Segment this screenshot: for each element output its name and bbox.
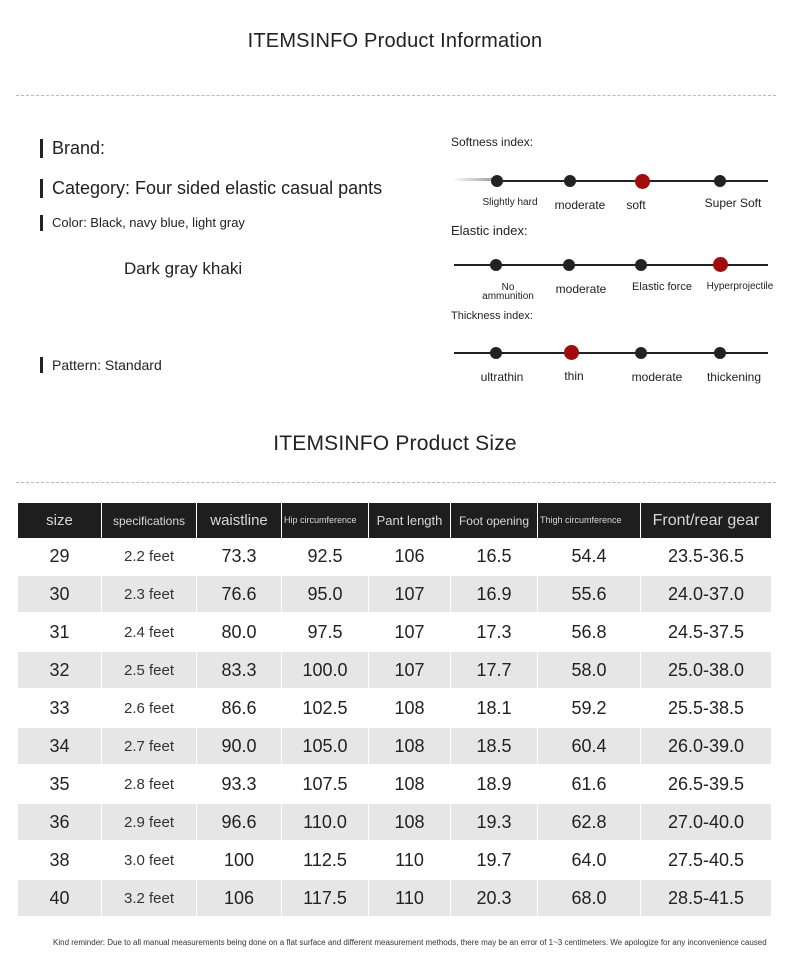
softness-point-moderate	[564, 175, 576, 187]
softness-scale-fade	[452, 178, 496, 181]
thickness-label-thin: thin	[564, 369, 584, 383]
cell-thigh: 64.0	[538, 842, 641, 880]
table-row	[18, 842, 771, 880]
header-size: size	[18, 503, 102, 538]
cell-pant-length: 106	[369, 538, 451, 576]
elastic-label-elastic-force: Elastic force	[632, 281, 692, 293]
cell-size: 40	[18, 880, 102, 918]
cell-size: 34	[18, 728, 102, 766]
softness-label-moderate: moderate	[554, 198, 606, 212]
softness-scale-line	[496, 180, 768, 182]
cell-hip: 112.5	[282, 842, 369, 880]
cell-size: 30	[18, 576, 102, 614]
softness-index-label: Softness index:	[451, 135, 534, 149]
cell-waistline: 83.3	[197, 652, 282, 690]
cell-front-rear-gear: 25.5-38.5	[641, 690, 771, 728]
thickness-point-ultrathin	[490, 347, 502, 359]
cell-foot-opening: 17.7	[451, 652, 538, 690]
cell-foot-opening: 18.1	[451, 690, 538, 728]
table-row	[18, 880, 771, 918]
table-row	[18, 728, 771, 766]
thickness-label-thickening: thickening	[706, 370, 762, 384]
header-specifications: specifications	[102, 503, 197, 538]
cell-hip: 100.0	[282, 652, 369, 690]
header-foot-opening: Foot opening	[451, 503, 538, 538]
cell-waistline: 73.3	[197, 538, 282, 576]
cell-pant-length: 107	[369, 652, 451, 690]
cell-hip: 107.5	[282, 766, 369, 804]
softness-point-soft-selected	[635, 174, 650, 189]
softness-point-super-soft	[714, 175, 726, 187]
elastic-label-hyperprojectile: Hyperprojectile	[706, 281, 774, 292]
brand-label: Brand:	[40, 139, 105, 158]
table-row	[18, 690, 771, 728]
cell-pant-length: 108	[369, 690, 451, 728]
elastic-point-elastic-force	[635, 259, 647, 271]
category-label: Category: Four sided elastic casual pants	[40, 179, 382, 198]
cell-front-rear-gear: 26.5-39.5	[641, 766, 771, 804]
color-label: Color: Black, navy blue, light gray	[40, 215, 245, 231]
header-thigh-circumference: Thigh circumference	[538, 503, 641, 538]
cell-waistline: 90.0	[197, 728, 282, 766]
cell-hip: 105.0	[282, 728, 369, 766]
cell-pant-length: 110	[369, 842, 451, 880]
cell-thigh: 62.8	[538, 804, 641, 842]
cell-specifications: 2.8 feet	[102, 766, 197, 804]
softness-label-soft: soft	[626, 198, 646, 212]
table-row	[18, 804, 771, 842]
cell-waistline: 96.6	[197, 804, 282, 842]
cell-specifications: 2.3 feet	[102, 576, 197, 614]
cell-hip: 95.0	[282, 576, 369, 614]
elastic-point-moderate	[563, 259, 575, 271]
header-pant-length: Pant length	[369, 503, 451, 538]
cell-foot-opening: 16.9	[451, 576, 538, 614]
cell-front-rear-gear: 26.0-39.0	[641, 728, 771, 766]
cell-size: 32	[18, 652, 102, 690]
thickness-label-ultrathin: ultrathin	[480, 370, 524, 384]
elastic-point-no-ammunition	[490, 259, 502, 271]
cell-pant-length: 108	[369, 728, 451, 766]
softness-label-slightly-hard: Slightly hard	[482, 197, 538, 208]
table-row	[18, 766, 771, 804]
thickness-index-label: Thickness index:	[451, 310, 533, 322]
cell-hip: 110.0	[282, 804, 369, 842]
divider-size	[16, 482, 776, 483]
cell-foot-opening: 20.3	[451, 880, 538, 918]
cell-pant-length: 108	[369, 804, 451, 842]
cell-specifications: 2.4 feet	[102, 614, 197, 652]
thickness-point-thin-selected	[564, 345, 579, 360]
cell-hip: 97.5	[282, 614, 369, 652]
table-row	[18, 614, 771, 652]
cell-size: 36	[18, 804, 102, 842]
cell-thigh: 56.8	[538, 614, 641, 652]
table-row	[18, 576, 771, 614]
cell-waistline: 100	[197, 842, 282, 880]
header-front-rear-gear: Front/rear gear	[641, 503, 771, 538]
elastic-index-label: Elastic index:	[451, 223, 528, 238]
info-title: ITEMSINFO Product Information	[247, 30, 543, 52]
cell-pant-length: 110	[369, 880, 451, 918]
softness-label-super-soft: Super Soft	[704, 196, 762, 210]
cell-waistline: 76.6	[197, 576, 282, 614]
cell-front-rear-gear: 27.0-40.0	[641, 804, 771, 842]
cell-front-rear-gear: 27.5-40.5	[641, 842, 771, 880]
cell-specifications: 2.9 feet	[102, 804, 197, 842]
header-waistline: waistline	[197, 503, 282, 538]
cell-specifications: 2.2 feet	[102, 538, 197, 576]
cell-thigh: 61.6	[538, 766, 641, 804]
size-table-header	[18, 503, 771, 538]
cell-thigh: 55.6	[538, 576, 641, 614]
cell-front-rear-gear: 24.5-37.5	[641, 614, 771, 652]
cell-front-rear-gear: 24.0-37.0	[641, 576, 771, 614]
cell-specifications: 2.7 feet	[102, 728, 197, 766]
cell-pant-length: 107	[369, 614, 451, 652]
cell-size: 29	[18, 538, 102, 576]
cell-foot-opening: 19.3	[451, 804, 538, 842]
elastic-point-hyperprojectile-selected	[713, 257, 728, 272]
cell-thigh: 60.4	[538, 728, 641, 766]
cell-hip: 117.5	[282, 880, 369, 918]
size-table	[18, 503, 771, 918]
softness-point-slightly-hard	[491, 175, 503, 187]
pattern-label: Pattern: Standard	[40, 357, 162, 373]
cell-foot-opening: 16.5	[451, 538, 538, 576]
cell-specifications: 2.6 feet	[102, 690, 197, 728]
cell-size: 35	[18, 766, 102, 804]
cell-thigh: 59.2	[538, 690, 641, 728]
size-title: ITEMSINFO Product Size	[273, 432, 517, 455]
cell-waistline: 93.3	[197, 766, 282, 804]
cell-size: 38	[18, 842, 102, 880]
cell-hip: 102.5	[282, 690, 369, 728]
cell-size: 31	[18, 614, 102, 652]
cell-front-rear-gear: 28.5-41.5	[641, 880, 771, 918]
cell-specifications: 2.5 feet	[102, 652, 197, 690]
cell-foot-opening: 18.9	[451, 766, 538, 804]
cell-hip: 92.5	[282, 538, 369, 576]
cell-thigh: 54.4	[538, 538, 641, 576]
cell-waistline: 106	[197, 880, 282, 918]
cell-front-rear-gear: 25.0-38.0	[641, 652, 771, 690]
header-hip-circumference: Hip circumference	[282, 503, 369, 538]
table-row	[18, 652, 771, 690]
elastic-label-no-ammunition: No ammunition	[482, 282, 534, 302]
cell-foot-opening: 18.5	[451, 728, 538, 766]
kind-reminder-note: Kind reminder: Due to all manual measurements being done on a flat surface and different measurement methods, there may be an error of 1~3 centimeters. We apologize for any inconvenience caused	[53, 938, 767, 947]
divider-top	[16, 95, 776, 96]
cell-pant-length: 108	[369, 766, 451, 804]
thickness-point-moderate	[635, 347, 647, 359]
cell-thigh: 68.0	[538, 880, 641, 918]
cell-specifications: 3.2 feet	[102, 880, 197, 918]
cell-thigh: 58.0	[538, 652, 641, 690]
color-extra: Dark gray khaki	[124, 259, 243, 278]
cell-specifications: 3.0 feet	[102, 842, 197, 880]
thickness-label-moderate: moderate	[631, 370, 683, 384]
cell-pant-length: 107	[369, 576, 451, 614]
table-row	[18, 538, 771, 576]
cell-waistline: 86.6	[197, 690, 282, 728]
cell-size: 33	[18, 690, 102, 728]
cell-front-rear-gear: 23.5-36.5	[641, 538, 771, 576]
elastic-label-moderate: moderate	[555, 282, 607, 296]
cell-waistline: 80.0	[197, 614, 282, 652]
size-table-body	[18, 538, 771, 918]
cell-foot-opening: 17.3	[451, 614, 538, 652]
cell-foot-opening: 19.7	[451, 842, 538, 880]
thickness-point-thickening	[714, 347, 726, 359]
